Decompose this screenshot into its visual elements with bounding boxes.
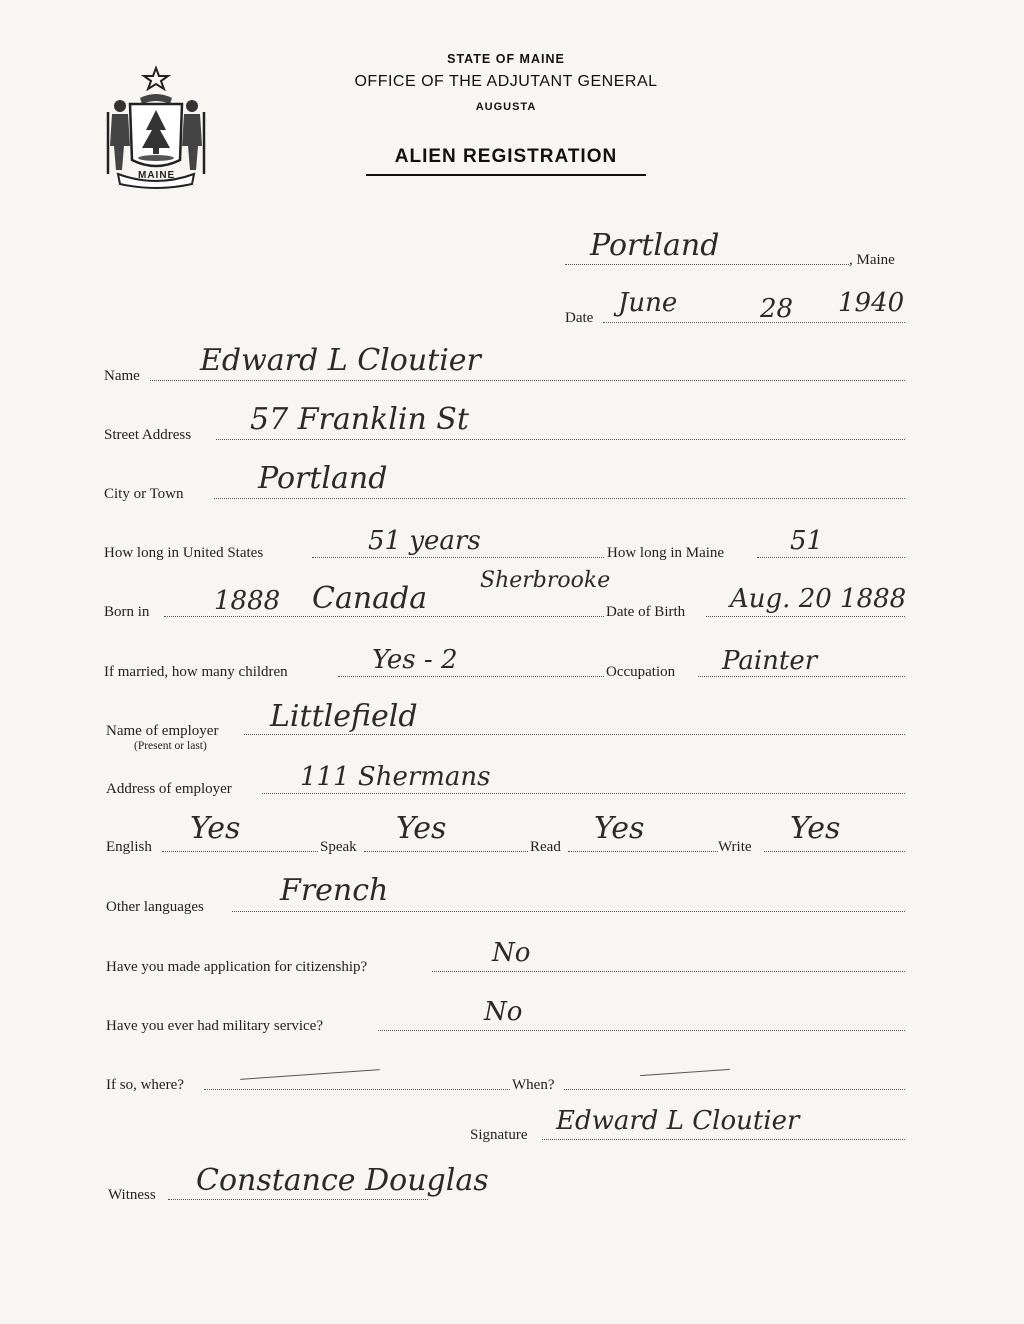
- how-long-maine-label: How long in Maine: [607, 545, 725, 561]
- maine-suffix-label: , Maine: [849, 252, 895, 268]
- born-in-label: Born in: [104, 604, 150, 620]
- military-line: [378, 1030, 905, 1031]
- date-line: [603, 322, 905, 323]
- signature-line: [542, 1139, 905, 1140]
- title-underline: [366, 174, 646, 176]
- how-long-us-line: [312, 557, 604, 558]
- if-so-where-dash: [240, 1069, 380, 1080]
- signature-value[interactable]: Edward L Cloutier: [556, 1106, 800, 1136]
- married-children-line: [338, 676, 604, 677]
- married-children-label: If married, how many children: [104, 664, 288, 680]
- other-languages-value[interactable]: French: [280, 873, 389, 908]
- street-address-line: [216, 439, 905, 440]
- employer-note: (Present or last): [134, 740, 207, 752]
- english-line: [162, 851, 318, 852]
- read-label: Read: [530, 839, 561, 855]
- occupation-label: Occupation: [606, 664, 676, 680]
- military-label: Have you ever had military service?: [106, 1018, 323, 1034]
- military-value[interactable]: No: [484, 997, 523, 1027]
- signature-label: Signature: [470, 1127, 528, 1143]
- form-title: ALIEN REGISTRATION: [394, 146, 618, 167]
- date-year-value[interactable]: 1940: [838, 288, 905, 318]
- how-long-us-label: How long in United States: [104, 545, 264, 561]
- english-value[interactable]: Yes: [190, 811, 241, 846]
- occupation-line: [698, 676, 905, 677]
- occupation-value[interactable]: Painter: [722, 646, 818, 676]
- citizenship-value[interactable]: No: [492, 938, 531, 968]
- how-long-us-value[interactable]: 51 years: [368, 526, 481, 556]
- write-line: [764, 851, 905, 852]
- if-so-where-line: [204, 1089, 510, 1090]
- speak-label: Speak: [320, 839, 357, 855]
- name-label: Name: [104, 368, 140, 384]
- read-line: [568, 851, 718, 852]
- street-address-label: Street Address: [104, 427, 192, 443]
- employer-address-label: Address of employer: [106, 781, 232, 797]
- when-dash: [640, 1069, 730, 1076]
- header-city: AUGUSTA: [475, 101, 537, 113]
- married-children-value[interactable]: Yes - 2: [372, 645, 458, 675]
- city-label: City or Town: [104, 486, 184, 502]
- speak-line: [364, 851, 528, 852]
- employer-name-line: [244, 734, 905, 735]
- date-day-value[interactable]: 28: [760, 294, 794, 324]
- when-line: [564, 1089, 905, 1090]
- citizenship-line: [432, 971, 905, 972]
- born-in-city-value[interactable]: Sherbrooke: [480, 568, 611, 593]
- date-label: Date: [565, 310, 594, 326]
- witness-value[interactable]: Constance Douglas: [196, 1163, 489, 1198]
- speak-value[interactable]: Yes: [396, 811, 447, 846]
- write-label: Write: [718, 839, 752, 855]
- employer-address-value[interactable]: 111 Shermans: [300, 762, 491, 792]
- employer-address-line: [262, 793, 905, 794]
- citizenship-label: Have you made application for citizenship?: [106, 959, 368, 975]
- city-value[interactable]: Portland: [258, 461, 388, 496]
- header-state: STATE OF MAINE: [447, 52, 565, 66]
- date-of-birth-line: [706, 616, 905, 617]
- town-value[interactable]: Portland: [590, 228, 720, 263]
- english-label: English: [106, 839, 152, 855]
- read-value[interactable]: Yes: [594, 811, 645, 846]
- other-languages-label: Other languages: [106, 899, 204, 915]
- write-value[interactable]: Yes: [790, 811, 841, 846]
- employer-name-value[interactable]: Littlefield: [270, 699, 418, 734]
- city-line: [214, 498, 905, 499]
- seal-banner-text: MAINE: [138, 170, 176, 181]
- header-office: OFFICE OF THE ADJUTANT GENERAL: [354, 73, 658, 90]
- born-in-line: [164, 616, 604, 617]
- when-label: When?: [512, 1077, 555, 1093]
- witness-label: Witness: [108, 1187, 156, 1203]
- how-long-maine-line: [757, 557, 905, 558]
- witness-line: [168, 1199, 428, 1200]
- born-in-place-value[interactable]: Canada: [312, 581, 428, 616]
- employer-name-label: Name of employer: [106, 723, 219, 739]
- name-line: [150, 380, 905, 381]
- born-in-year-value[interactable]: 1888: [214, 586, 281, 616]
- town-line: [565, 264, 849, 265]
- date-month-value[interactable]: June: [618, 288, 678, 318]
- street-address-value[interactable]: 57 Franklin St: [250, 402, 469, 437]
- if-so-where-label: If so, where?: [106, 1077, 184, 1093]
- name-value[interactable]: Edward L Cloutier: [200, 343, 481, 378]
- date-of-birth-value[interactable]: Aug. 20 1888: [730, 584, 907, 614]
- how-long-maine-value[interactable]: 51: [790, 526, 824, 556]
- date-of-birth-label: Date of Birth: [606, 604, 686, 620]
- other-languages-line: [232, 911, 905, 912]
